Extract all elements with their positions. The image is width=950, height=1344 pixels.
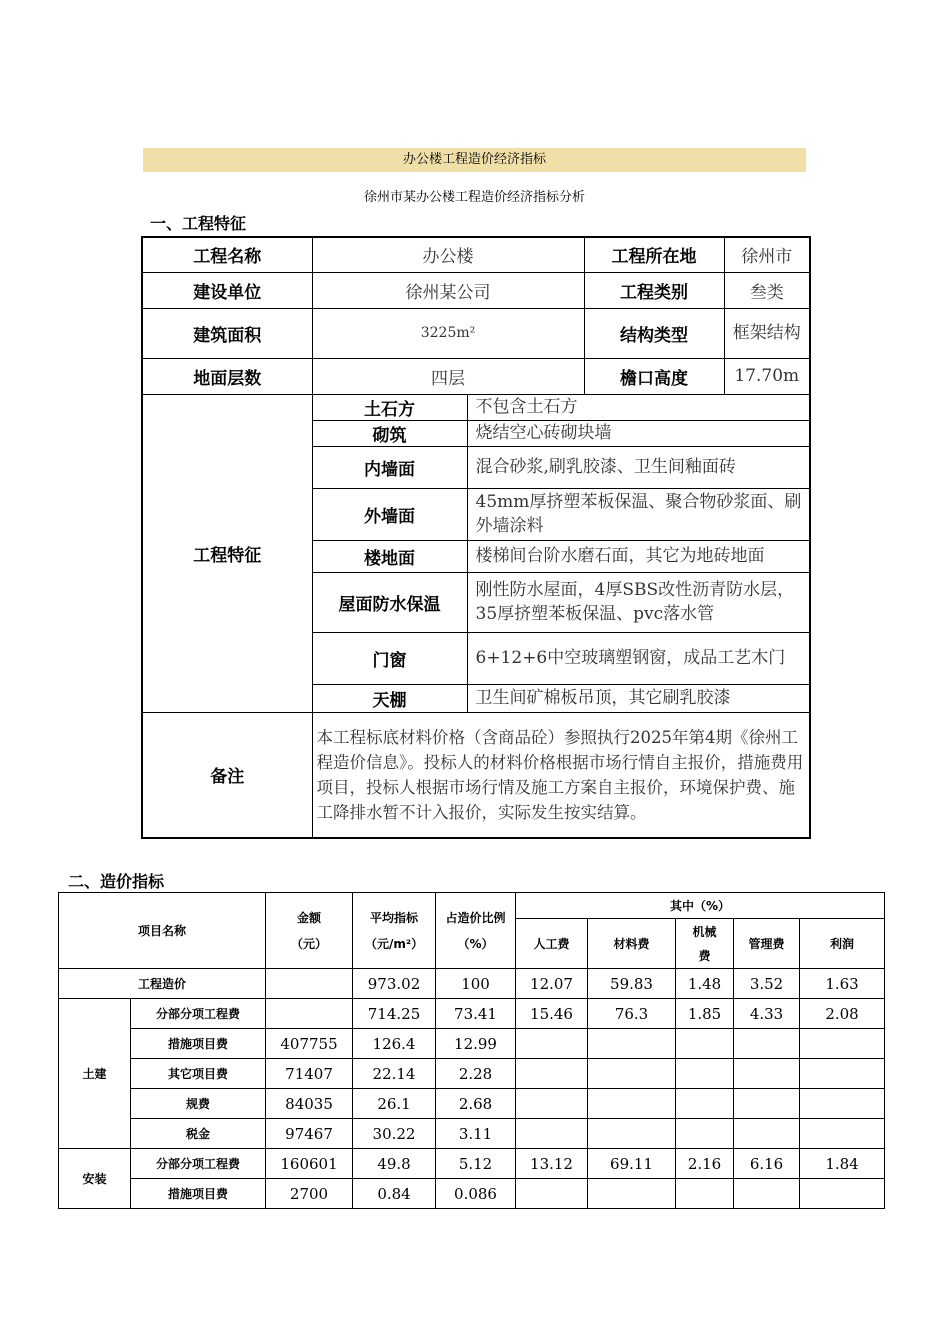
row-name: 措施项目费: [131, 1179, 266, 1209]
header-profit: 利润: [800, 919, 885, 969]
value-builder: 徐州某公司: [312, 272, 584, 308]
value-floors: 四层: [312, 358, 584, 394]
cell-material: [588, 1029, 676, 1059]
cell-average: 714.25: [353, 999, 436, 1029]
cell-machine: [676, 1119, 734, 1149]
label-features: 工程特征: [142, 394, 312, 712]
cell-labor: [516, 1179, 588, 1209]
value-structure-type: 框架结构: [724, 308, 810, 358]
header-management: 管理费: [734, 919, 800, 969]
document-banner: 办公楼工程造价经济指标: [143, 148, 806, 172]
cell-labor: [516, 1059, 588, 1089]
table-row: [59, 1149, 885, 1179]
cell-profit: [800, 1029, 885, 1059]
cell-amount: [266, 969, 353, 999]
cell-material: 59.83: [588, 969, 676, 999]
cell-profit: 1.63: [800, 969, 885, 999]
cell-profit: [800, 1089, 885, 1119]
cell-average: 49.8: [353, 1149, 436, 1179]
cell-machine: [676, 1089, 734, 1119]
cell-average: 22.14: [353, 1059, 436, 1089]
label-project-name: 工程名称: [142, 237, 312, 272]
cell-management: 3.52: [734, 969, 800, 999]
feature-key: 内墙面: [312, 446, 467, 488]
value-project-name: 办公楼: [312, 237, 584, 272]
cell-management: [734, 1089, 800, 1119]
cell-material: [588, 1089, 676, 1119]
table-row: [59, 1029, 885, 1059]
cell-average: 30.22: [353, 1119, 436, 1149]
cell-amount: 71407: [266, 1059, 353, 1089]
header-material: 材料费: [588, 919, 676, 969]
table-row: [59, 1089, 885, 1119]
cell-profit: [800, 1119, 885, 1149]
cell-material: 69.11: [588, 1149, 676, 1179]
row-name: 其它项目费: [131, 1059, 266, 1089]
feature-value: 卫生间矿棉板吊顶，其它刷乳胶漆: [467, 684, 810, 712]
feature-value: 刚性防水屋面，4厚SBS改性沥青防水层，35厚挤塑苯板保温、pvc落水管: [467, 572, 810, 632]
cell-management: [734, 1179, 800, 1209]
cell-management: [734, 1119, 800, 1149]
label-project-category: 工程类别: [584, 272, 724, 308]
cell-average: 0.84: [353, 1179, 436, 1209]
feature-key: 天棚: [312, 684, 467, 712]
cell-machine: [676, 1059, 734, 1089]
header-machine: 机械费: [676, 919, 734, 969]
cell-amount: 97467: [266, 1119, 353, 1149]
value-building-area: 3225m²: [312, 308, 584, 358]
cell-amount: 2700: [266, 1179, 353, 1209]
cell-percent: 2.28: [436, 1059, 516, 1089]
label-structure-type: 结构类型: [584, 308, 724, 358]
row-name: 分部分项工程费: [131, 1149, 266, 1179]
label-eave-height: 檐口高度: [584, 358, 724, 394]
cell-machine: 1.48: [676, 969, 734, 999]
row-name: 工程造价: [59, 969, 266, 999]
note-text: 本工程标底材料价格（含商品砼）参照执行2025年第4期《徐州工程造价信息》。投标人的材料价格根据市场行情自主报价，措施费用项目，投标人根据市场行情及施工方案自主报价，环境保护费、施工降排水暂不计入报价，实际发生按实结算。: [312, 712, 810, 838]
group-civil: 土建: [59, 999, 131, 1149]
header-labor: 人工费: [516, 919, 588, 969]
project-features-table: [141, 236, 811, 839]
feature-key: 砌筑: [312, 420, 467, 446]
cell-profit: 2.08: [800, 999, 885, 1029]
header-average: 平均指标（元/m²）: [353, 893, 436, 969]
label-builder: 建设单位: [142, 272, 312, 308]
header-item-name: 项目名称: [59, 893, 266, 969]
table-row: [59, 1119, 885, 1149]
header-of-which: 其中（%）: [516, 893, 885, 919]
cell-percent: 2.68: [436, 1089, 516, 1119]
value-eave-height: 17.70m: [724, 358, 810, 394]
row-name: 措施项目费: [131, 1029, 266, 1059]
header-amount: 金额（元）: [266, 893, 353, 969]
feature-value: 混合砂浆,刷乳胶漆、卫生间釉面砖: [467, 446, 810, 488]
feature-key: 屋面防水保温: [312, 572, 467, 632]
label-location: 工程所在地: [584, 237, 724, 272]
label-building-area: 建筑面积: [142, 308, 312, 358]
feature-key: 门窗: [312, 632, 467, 684]
cell-management: 4.33: [734, 999, 800, 1029]
cell-management: [734, 1029, 800, 1059]
cell-percent: 73.41: [436, 999, 516, 1029]
row-name: 分部分项工程费: [131, 999, 266, 1029]
cell-material: [588, 1059, 676, 1089]
cell-labor: [516, 1029, 588, 1059]
feature-value: 烧结空心砖砌块墙: [467, 420, 810, 446]
cell-average: 973.02: [353, 969, 436, 999]
cost-index-table: [58, 892, 885, 1209]
table-row: [59, 1059, 885, 1089]
cell-amount: 160601: [266, 1149, 353, 1179]
feature-value: 45mm厚挤塑苯板保温、聚合物砂浆面、刷外墙涂料: [467, 488, 810, 540]
section-heading-features: 一、工程特征: [150, 214, 247, 233]
cell-profit: 1.84: [800, 1149, 885, 1179]
group-install: 安装: [59, 1149, 131, 1209]
cell-material: 76.3: [588, 999, 676, 1029]
cell-labor: [516, 1119, 588, 1149]
label-floors: 地面层数: [142, 358, 312, 394]
cell-average: 26.1: [353, 1089, 436, 1119]
row-name: 规费: [131, 1089, 266, 1119]
table-row: [59, 999, 885, 1029]
cell-amount: 84035: [266, 1089, 353, 1119]
cell-percent: 5.12: [436, 1149, 516, 1179]
cell-management: 6.16: [734, 1149, 800, 1179]
value-project-category: 叁类: [724, 272, 810, 308]
cell-material: [588, 1119, 676, 1149]
header-percent: 占造价比例（%）: [436, 893, 516, 969]
cell-management: [734, 1059, 800, 1089]
cell-machine: [676, 1179, 734, 1209]
cell-percent: 0.086: [436, 1179, 516, 1209]
document-subtitle: 徐州市某办公楼工程造价经济指标分析: [363, 190, 585, 205]
cell-material: [588, 1179, 676, 1209]
cell-machine: [676, 1029, 734, 1059]
feature-key: 土石方: [312, 394, 467, 420]
cell-profit: [800, 1059, 885, 1089]
cell-machine: 2.16: [676, 1149, 734, 1179]
cell-machine: 1.85: [676, 999, 734, 1029]
value-location: 徐州市: [724, 237, 810, 272]
feature-value: 6+12+6中空玻璃塑钢窗，成品工艺木门: [467, 632, 810, 684]
cell-labor: [516, 1089, 588, 1119]
cell-labor: 13.12: [516, 1149, 588, 1179]
cell-amount: 407755: [266, 1029, 353, 1059]
cell-average: 126.4: [353, 1029, 436, 1059]
cell-profit: [800, 1179, 885, 1209]
feature-key: 外墙面: [312, 488, 467, 540]
cell-amount: [266, 999, 353, 1029]
section-heading-cost: 二、造价指标: [68, 872, 165, 891]
cell-labor: 15.46: [516, 999, 588, 1029]
label-note: 备注: [142, 712, 312, 838]
cell-percent: 12.99: [436, 1029, 516, 1059]
feature-value: 不包含土石方: [467, 394, 810, 420]
feature-value: 楼梯间台阶水磨石面，其它为地砖地面: [467, 540, 810, 572]
table-row: [59, 1179, 885, 1209]
feature-key: 楼地面: [312, 540, 467, 572]
row-name: 税金: [131, 1119, 266, 1149]
cell-labor: 12.07: [516, 969, 588, 999]
cell-percent: 100: [436, 969, 516, 999]
table-row: [59, 969, 885, 999]
cell-percent: 3.11: [436, 1119, 516, 1149]
